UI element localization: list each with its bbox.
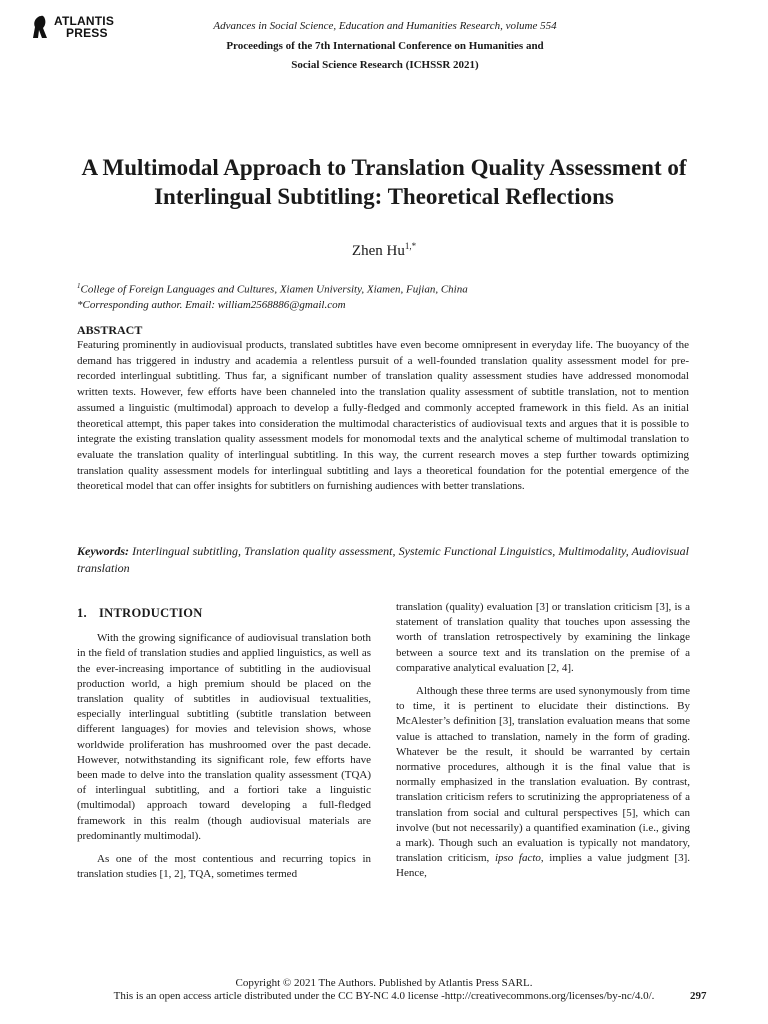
logo-line-1: ATLANTIS	[54, 14, 115, 28]
logo-line-2: PRESS	[66, 26, 108, 40]
section-heading	[77, 606, 371, 621]
proceedings-line-1: Proceedings of the 7th International Conference on Humanities and	[226, 40, 544, 52]
body-paragraph: With the growing significance of audiovisual translation both in the field of translation studies and applied linguistics, as well as the ever-increasing importance of subtitling in the audiovisual production world, a high premium should be placed on the translation quality of subtitles in audiovisual textualities, especially interlingual subtitling (subtitle translation between different languages) for movies and television shows, whose worldwide proliferation has mushroomed over the past decade. However, notwithstanding its significant role, few efforts have been made to delve into the translation quality assessment (TQA) of interlingual subtitling, and a fortiori take a linguistic (multimodal) approach toward developing a full-fledged framework in this realm (though audiovisual materials are predominantly multimodal).	[77, 632, 371, 842]
keywords-label: Keywords:	[77, 544, 129, 558]
body-paragraph	[396, 684, 690, 882]
paper-title: A Multimodal Approach to Translation Quality Assessment of Interlingual Subtitling: Theoretical Reflections	[81, 155, 687, 209]
keywords	[77, 543, 689, 576]
body-italic-term: ipso facto	[494, 852, 541, 865]
proceedings-title	[150, 37, 620, 75]
copyright-notice: Copyright © 2021 The Authors. Published by Atlantis Press SARL.	[235, 977, 533, 989]
body-text: , implies a value judgment [3]. Hence,	[396, 852, 690, 880]
logo-text	[54, 15, 114, 39]
author-line	[0, 241, 768, 260]
keywords-text: Interlingual subtitling, Translation quality assessment, Systemic Functional Linguistics, Multimodality, Audiovisual translation	[77, 544, 689, 575]
publisher-logo	[30, 14, 114, 40]
running-header	[150, 20, 620, 75]
proceedings-line-2: Social Science Research (ICHSSR 2021)	[291, 59, 479, 71]
affiliation-text: College of Foreign Languages and Cultures, Xiamen University, Xiamen, Fujian, China	[80, 283, 468, 296]
page-number: 297	[690, 990, 707, 1002]
body-paragraph: translation (quality) evaluation [3] or translation criticism [3], is a statement of translation quality that touches upon assessing the worth of translation retrospectively by examining the linkage between a source text and its translation on the premise of a comparative analytical evaluation [2, 4].	[396, 601, 690, 674]
license-notice: This is an open access article distributed under the CC BY-NC 4.0 license -http://creativecommons.org/licenses/by-nc/4.0/.	[113, 990, 655, 1002]
author-superscript: 1,*	[404, 241, 417, 251]
journal-name: Advances in Social Science, Education and Humanities Research, volume 554	[213, 20, 557, 32]
left-column	[77, 606, 371, 890]
affiliation-superscript: 1	[77, 282, 81, 290]
section-number: 1.	[77, 606, 87, 620]
page-footer	[0, 977, 768, 1003]
right-column	[396, 600, 690, 890]
affiliation-block	[77, 279, 468, 313]
abstract-text: Featuring prominently in audiovisual products, translated subtitles have even become omnipresent in everyday life. The buoyancy of the demand has triggered in industry and academia a relentless pursuit of a well-founded translation quality assessment model for pre-recorded interlingual subtitling. Thus far, a significant number of translation quality assessment studies have addressed monomodal written texts. However, few efforts have been channeled into the translation quality assessment of subtitle translation, not to mention assumed a linguistic (multimodal) approach to develop a fully-fledged and commonly accepted framework in this field. As an initial theoretical attempt, this paper takes into consideration the multimodal characteristics of audiovisual texts and argues that it is possible to integrate the existing translation quality assessment models for monomodal texts and the analytical scheme of multimodal translation to evaluate the translation quality of interlingual subtitling. In this way, the current research moves a step further towards optimizing translation quality assessment models for interlingual subtitling and lays a theoretical foundation for the potential emergence of the theoretical model that can offer insights for subtitlers on furnishing audiences with better translations.	[77, 339, 689, 493]
atlantis-press-logo-icon	[30, 14, 50, 40]
affiliation	[77, 279, 468, 298]
abstract-heading: ABSTRACT	[77, 323, 143, 337]
section-title: INTRODUCTION	[98, 606, 203, 620]
body-paragraph: As one of the most contentious and recurring topics in translation studies [1, 2], TQA, sometimes termed	[77, 853, 371, 881]
body-text: Although these three terms are used synonymously from time to time, it is pertinent to elucidate their distinctions. By McAlester’s definition [3], translation evaluation means that some value is attached to translation, namely in the form of grading. Whatever be the result, it should be warranted by certain normative procedures, although it is the final value that is normally emphasized in the translation evaluation. By contrast, translation criticism refers to scrutinizing the appropriateness of a translation from social and cultural perspectives [5], which can involve (but not necessarily) a quantified examination (i.e., giving a mark). Though such an evaluation is typically not mandatory, translation criticism,	[396, 685, 690, 865]
author-name: Zhen Hu	[351, 243, 405, 259]
corresponding-author: *Corresponding author. Email: william2568886@gmail.com	[77, 298, 346, 311]
